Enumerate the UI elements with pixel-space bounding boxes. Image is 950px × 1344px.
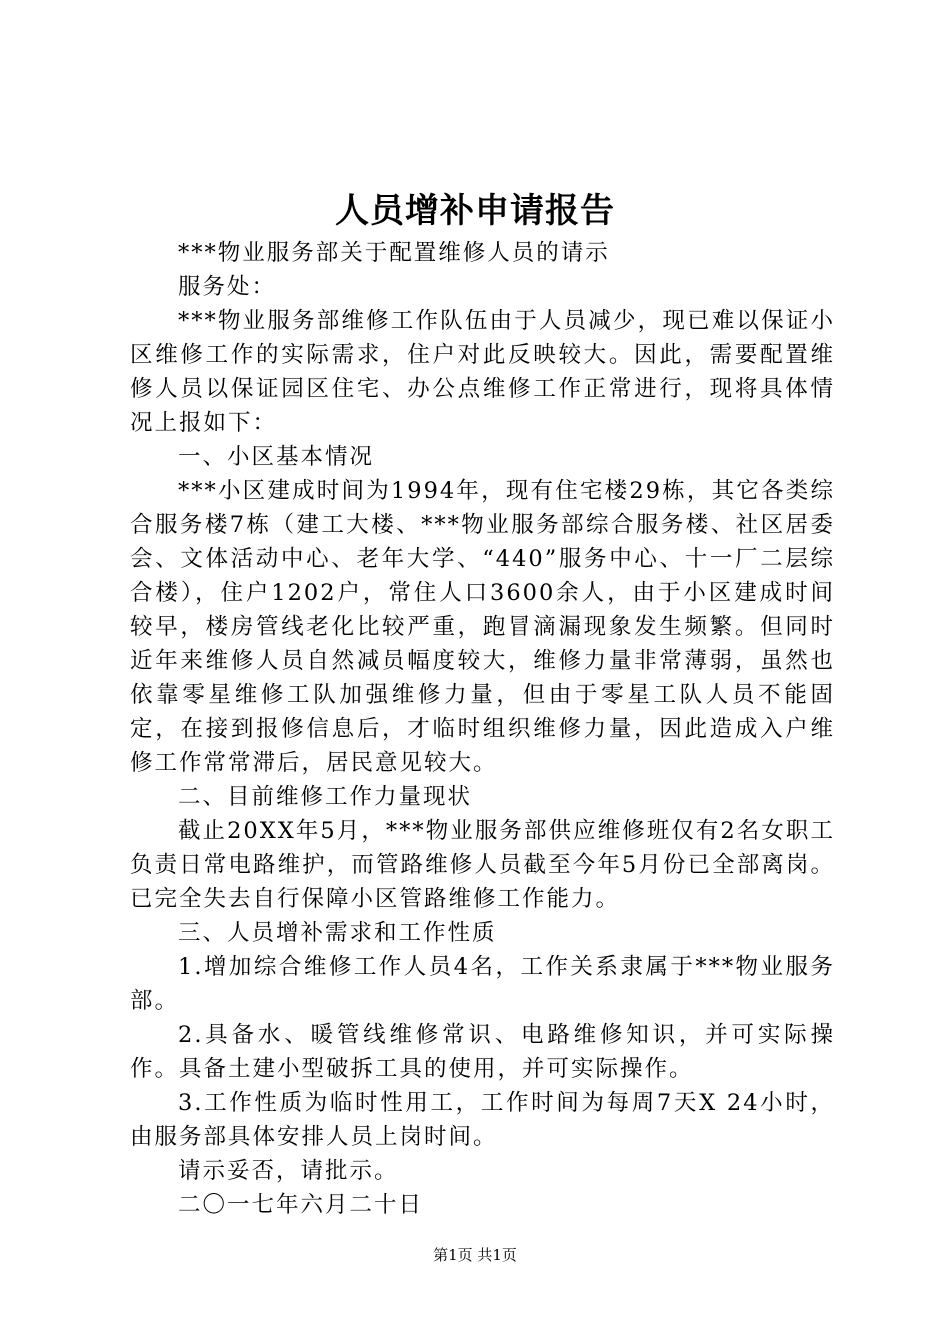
document-body (130, 236, 835, 1222)
list-item-2: 2.具备水、暖管线维修常识、电路维修知识，并可实际操作。具备土建小型破拆工具的使用，并可实际操作。 (130, 1022, 835, 1082)
paragraph-section-1: ***小区建成时间为1994年，现有住宅楼29栋，其它各类综合服务楼7栋（建工大楼、***物业服务部综合服务楼、社区居委会、文体活动中心、老年大学、“440”服务中心、十一厂二层综合楼），住户1202户，常住人口3600余人，由于小区建成时间较早，楼房管线老化比较严重，跑冒滴漏现象发生频繁。但同时近年来维修人员自然减员幅度较大，维修力量非常薄弱，虽然也依靠零星维修工队加强维修力量，但由于零星工队人员不能固定，在接到报修信息后，才临时组织维修力量，因此造成入户维修工作常常滞后，居民意见较大。 (130, 478, 835, 776)
paragraph-closing: 请示妥否，请批示。 (178, 1158, 399, 1184)
section-heading-3: 三、人员增补需求和工作性质 (178, 920, 497, 946)
list-item-3: 3.工作性质为临时性用工，工作时间为每周7天X 24小时，由服务部具体安排人员上岗时间。 (130, 1090, 835, 1150)
list-item-1: 1.增加综合维修工作人员4名，工作关系隶属于***物业服务部。 (130, 954, 835, 1014)
paragraph-intro: ***物业服务部维修工作队伍由于人员减少，现已难以保证小区维修工作的实际需求，住户对此反映较大。因此，需要配置维修人员以保证园区住宅、办公点维修工作正常进行，现将具体情况上报如下： (130, 308, 835, 436)
section-heading-1: 一、小区基本情况 (178, 444, 375, 470)
paragraph-addressee: 服务处： (178, 274, 277, 300)
paragraph-subject: ***物业服务部关于配置维修人员的请示 (178, 240, 610, 266)
paragraph-date: 二〇一七年六月二十日 (178, 1192, 424, 1218)
page-footer: 第1页 共1页 (433, 1246, 517, 1264)
document-title: 人员增补申请报告 (335, 191, 615, 231)
paragraph-section-2: 截止20XX年5月，***物业服务部供应维修班仅有2名女职工负责日常电路维护，而管路维修人员截至今年5月份已全部离岗。已完全失去自行保障小区管路维修工作能力。 (130, 818, 835, 912)
section-heading-2: 二、目前维修工作力量现状 (178, 784, 473, 810)
